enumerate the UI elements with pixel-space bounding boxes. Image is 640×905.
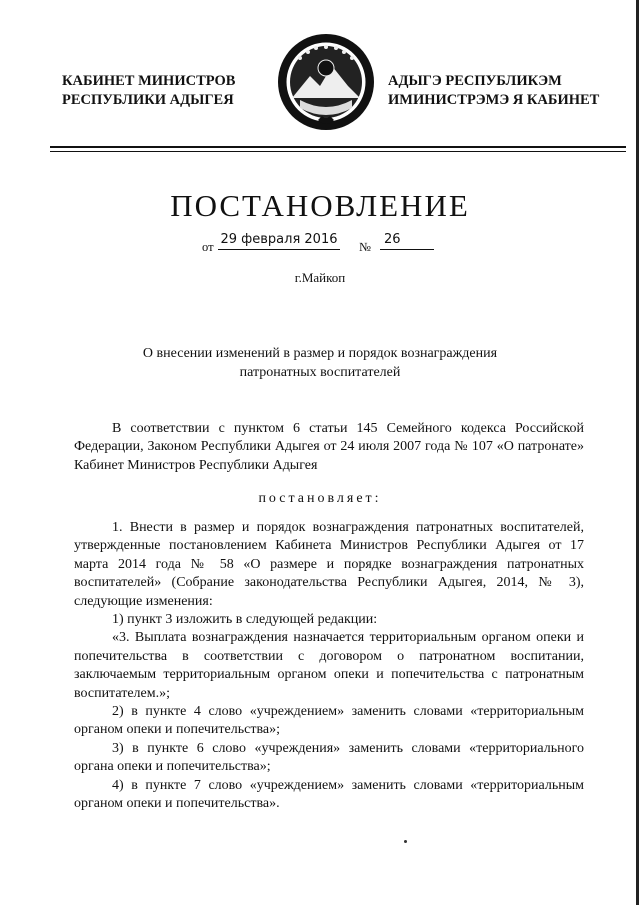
scan-edge bbox=[636, 0, 639, 905]
number-prefix: № bbox=[359, 240, 371, 254]
document-body bbox=[74, 519, 584, 814]
date-prefix: от bbox=[202, 240, 214, 254]
city: г.Майкоп bbox=[294, 270, 346, 285]
header-left-line2: РЕСПУБЛИКИ АДЫГЕЯ bbox=[62, 92, 234, 108]
header-right-line2: ИМИНИСТРЭМЭ Я КАБИНЕТ bbox=[388, 92, 600, 108]
paragraph-3: «3. Выплата вознаграждения назначается территориальным органом опеки и попечительства в соответствии с договором о патронатном воспитании, заключаемым территориальным органом опеки и попечительства с патронатным воспитателем.»; bbox=[74, 630, 584, 701]
date-number-line bbox=[0, 232, 640, 256]
header-right-line1: АДЫГЭ РЕСПУБЛИКЭМ bbox=[388, 73, 562, 89]
subject-line-2: патронатных воспитателей bbox=[239, 364, 401, 380]
subject-line-1: О внесении изменений в размер и порядок вознаграждения bbox=[142, 346, 498, 361]
coat-of-arms-icon bbox=[270, 28, 382, 134]
paragraph-1: 1. Внести в размер и порядок вознаграждения патронатных воспитателей, утвержденные постановлением Кабинета Министров Республики Адыгея от 17 марта 2014 года № 58 «О размере и порядке вознаграждения патронатных воспитателей» (Собрание законодательства Республики Адыгея, 2014, № 3), следующие изменения: bbox=[74, 520, 584, 609]
resolves-heading: постановляет: bbox=[258, 491, 382, 506]
document-number: 26 bbox=[380, 232, 434, 250]
header-left-line1: КАБИНЕТ МИНИСТРОВ bbox=[62, 73, 236, 89]
preamble: В соответствии с пунктом 6 статьи 145 Семейного кодекса Российской Федерации, Законом Республики Адыгея от 24 июля 2007 года № 107 «О патронате» Кабинет Министров Республики Адыгея bbox=[74, 421, 584, 473]
paragraph-4: 2) в пункте 4 слово «учреждением» заменить словами «территориальным органом опеки и попечительства»; bbox=[74, 704, 584, 738]
document-subject bbox=[110, 345, 530, 382]
header-left bbox=[62, 72, 262, 110]
document-title: ПОСТАНОВЛЕНИЕ bbox=[170, 188, 470, 223]
header-right bbox=[388, 72, 613, 110]
header-divider-thin bbox=[50, 151, 626, 152]
paragraph-6: 4) в пункте 7 слово «учреждением» заменить словами «территориальным органом опеки и попечительства». bbox=[74, 777, 584, 812]
paragraph-2: 1) пункт 3 изложить в следующей редакции: bbox=[112, 612, 378, 628]
document-date: 29 февраля 2016 bbox=[218, 232, 340, 250]
paragraph-5: 3) в пункте 6 слово «учреждения» заменить словами «территориального органа опеки и попечительства»; bbox=[74, 740, 584, 775]
scan-speck bbox=[404, 840, 407, 843]
header-divider-thick bbox=[50, 146, 626, 148]
